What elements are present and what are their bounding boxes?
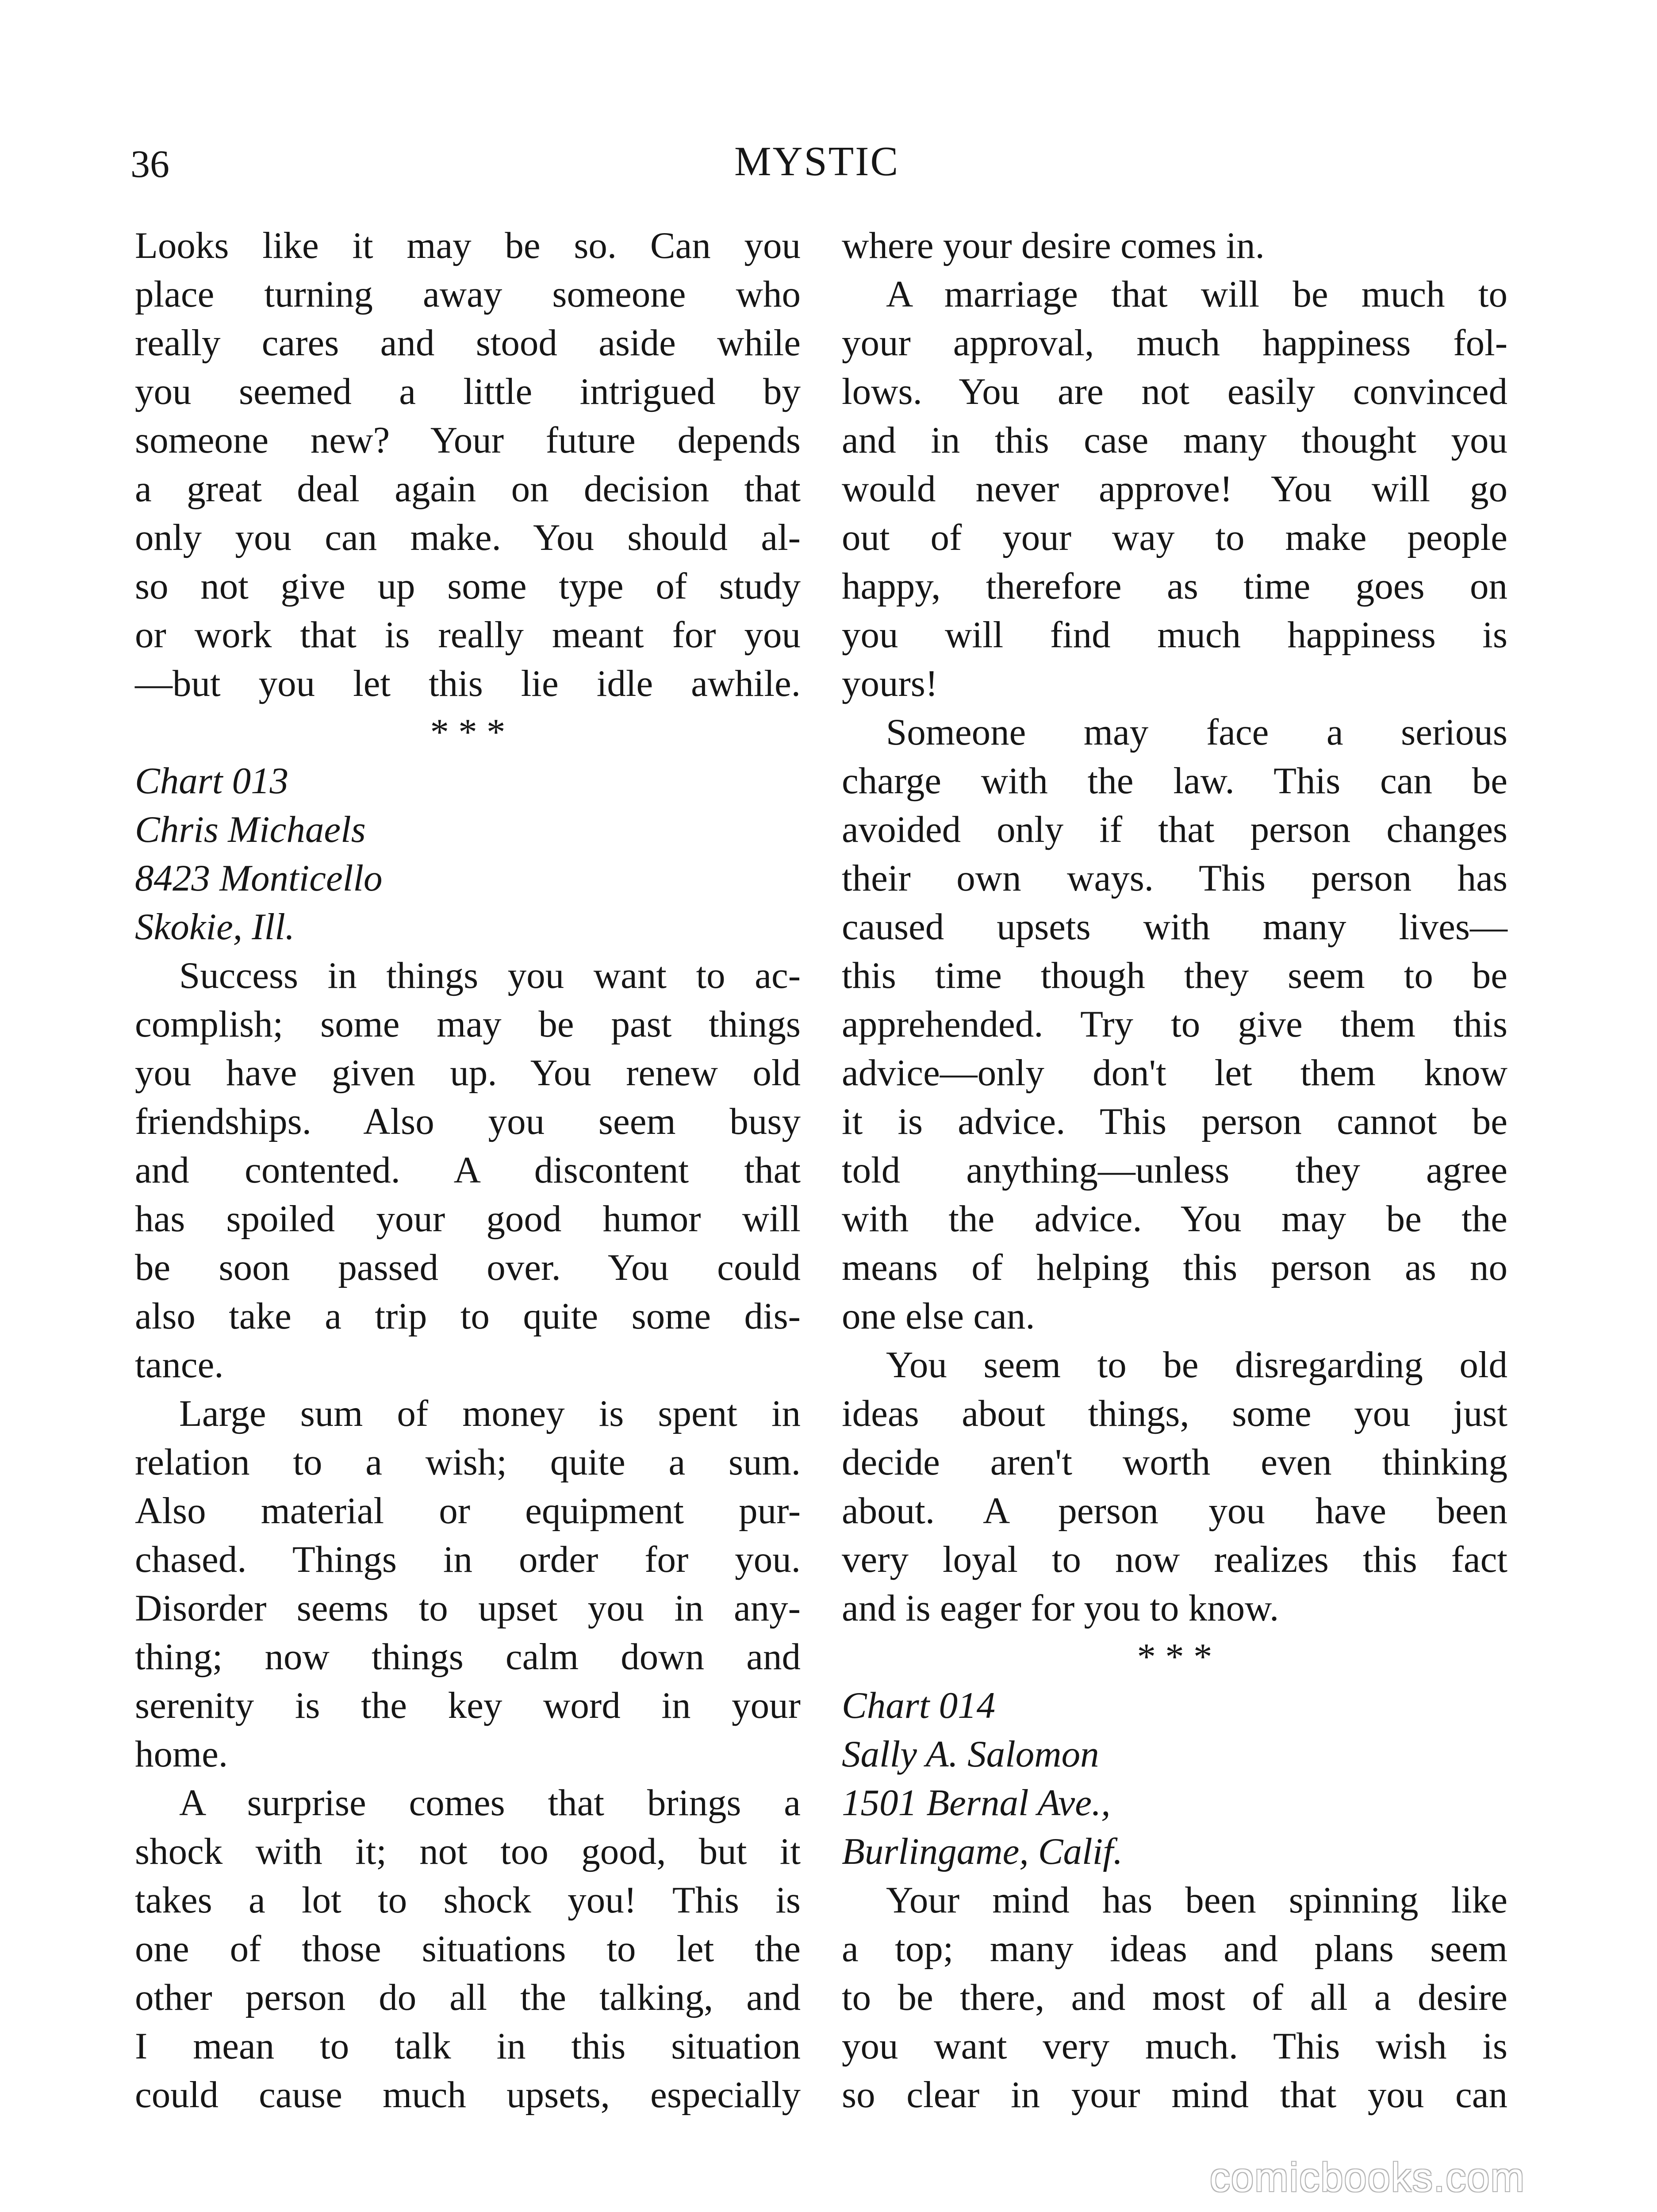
- running-head: MYSTIC: [734, 138, 900, 184]
- section-divider: * * *: [1137, 1636, 1212, 1678]
- paragraph-first-line: Large sum of money is spent in: [179, 1393, 801, 1434]
- text-line: it is advice. This person cannot be: [842, 1101, 1507, 1142]
- text-line: complish; some may be past things: [135, 1003, 801, 1045]
- text-line: Disorder seems to upset you in any-: [135, 1587, 801, 1629]
- text-line: has spoiled your good humor will: [135, 1198, 801, 1240]
- chart-heading-line: 8423 Monticello: [135, 857, 383, 899]
- text-line: only you can make. You should al-: [135, 517, 801, 558]
- text-line: to be there, and most of all a desire: [842, 1977, 1507, 2018]
- text-line: happy, therefore as time goes on: [842, 565, 1507, 607]
- text-line: advice—only don't let them know: [842, 1052, 1507, 1094]
- text-line: charge with the law. This can be: [842, 760, 1507, 802]
- text-line: a great deal again on decision that: [135, 468, 801, 510]
- text-line: about. A person you have been: [842, 1490, 1507, 1532]
- chart-heading-line: Chris Michaels: [135, 809, 366, 850]
- text-line: apprehended. Try to give them this: [842, 1003, 1507, 1045]
- text-line: home.: [135, 1733, 228, 1775]
- paragraph-first-line: Your mind has been spinning like: [886, 1879, 1507, 1921]
- text-line: a top; many ideas and plans seem: [842, 1928, 1507, 1970]
- paragraph-first-line: Someone may face a serious: [886, 711, 1507, 753]
- right-column: [842, 221, 1507, 2119]
- text-line: their own ways. This person has: [842, 857, 1507, 899]
- chart-heading-line: 1501 Bernal Ave.,: [842, 1782, 1111, 1824]
- text-line: someone new? Your future depends: [135, 419, 801, 461]
- text-line: relation to a wish; quite a sum.: [135, 1441, 801, 1483]
- text-line: so not give up some type of study: [135, 565, 801, 607]
- text-line: lows. You are not easily convinced: [842, 371, 1507, 412]
- chart-heading-line: Sally A. Salomon: [842, 1733, 1099, 1775]
- text-line: very loyal to now realizes this fact: [842, 1539, 1507, 1580]
- text-line: shock with it; not too good, but it: [135, 1831, 801, 1872]
- text-line: caused upsets with many lives—: [842, 906, 1507, 948]
- text-line: tance.: [135, 1344, 224, 1386]
- text-line: and is eager for you to know.: [842, 1587, 1279, 1629]
- text-line: place turning away someone who: [135, 273, 801, 315]
- watermark: comicbooks.com: [1210, 2155, 1526, 2200]
- text-line: serenity is the key word in your: [135, 1685, 801, 1726]
- text-line: really cares and stood aside while: [135, 322, 801, 364]
- text-line: one of those situations to let the: [135, 1928, 801, 1970]
- text-line: would never approve! You will go: [842, 468, 1507, 510]
- text-line: other person do all the talking, and: [135, 1977, 801, 2018]
- text-line: you will find much happiness is: [842, 614, 1507, 656]
- text-line: told anything—unless they agree: [842, 1149, 1507, 1191]
- paragraph-first-line: A marriage that will be much to: [886, 273, 1507, 315]
- chart-heading-line: Chart 014: [842, 1685, 996, 1726]
- text-line: yours!: [842, 663, 938, 704]
- text-line: decide aren't worth even thinking: [842, 1441, 1507, 1483]
- text-line: chased. Things in order for you.: [135, 1539, 801, 1580]
- text-line: also take a trip to quite some dis-: [135, 1295, 801, 1337]
- text-line: Also material or equipment pur-: [135, 1490, 801, 1532]
- text-line: where your desire comes in.: [842, 225, 1265, 266]
- text-line: I mean to talk in this situation: [135, 2025, 801, 2067]
- text-line: could cause much upsets, especially: [135, 2074, 801, 2116]
- section-divider: * * *: [430, 711, 506, 753]
- paragraph-first-line: You seem to be disregarding old: [886, 1344, 1507, 1386]
- page-number: 36: [130, 143, 169, 186]
- text-line: Looks like it may be so. Can you: [135, 225, 801, 266]
- text-line: you seemed a little intrigued by: [135, 371, 801, 412]
- paragraph-first-line: Success in things you want to ac-: [179, 955, 801, 996]
- text-line: ideas about things, some you just: [842, 1393, 1507, 1434]
- text-line: one else can.: [842, 1295, 1035, 1337]
- text-line: and contented. A discontent that: [135, 1149, 801, 1191]
- chart-heading-line: Chart 013: [135, 760, 289, 802]
- text-line: thing; now things calm down and: [135, 1636, 801, 1678]
- text-line: —but you let this lie idle awhile.: [135, 663, 801, 704]
- text-line: friendships. Also you seem busy: [135, 1101, 801, 1142]
- text-line: out of your way to make people: [842, 517, 1507, 558]
- text-line: and in this case many thought you: [842, 419, 1507, 461]
- text-line: you want very much. This wish is: [842, 2025, 1507, 2067]
- text-line: you have given up. You renew old: [135, 1052, 801, 1094]
- text-line: so clear in your mind that you can: [842, 2074, 1507, 2116]
- text-line: means of helping this person as no: [842, 1247, 1507, 1288]
- left-column: [135, 221, 801, 2119]
- chart-heading-line: Skokie, Ill.: [135, 906, 295, 948]
- text-line: this time though they seem to be: [842, 955, 1507, 996]
- text-line: or work that is really meant for you: [135, 614, 801, 656]
- text-line: takes a lot to shock you! This is: [135, 1879, 801, 1921]
- chart-heading-line: Burlingame, Calif.: [842, 1831, 1123, 1872]
- text-line: avoided only if that person changes: [842, 809, 1507, 850]
- text-line: be soon passed over. You could: [135, 1247, 801, 1288]
- paragraph-first-line: A surprise comes that brings a: [179, 1782, 801, 1824]
- text-line: your approval, much happiness fol-: [842, 322, 1507, 364]
- text-line: with the advice. You may be the: [842, 1198, 1507, 1240]
